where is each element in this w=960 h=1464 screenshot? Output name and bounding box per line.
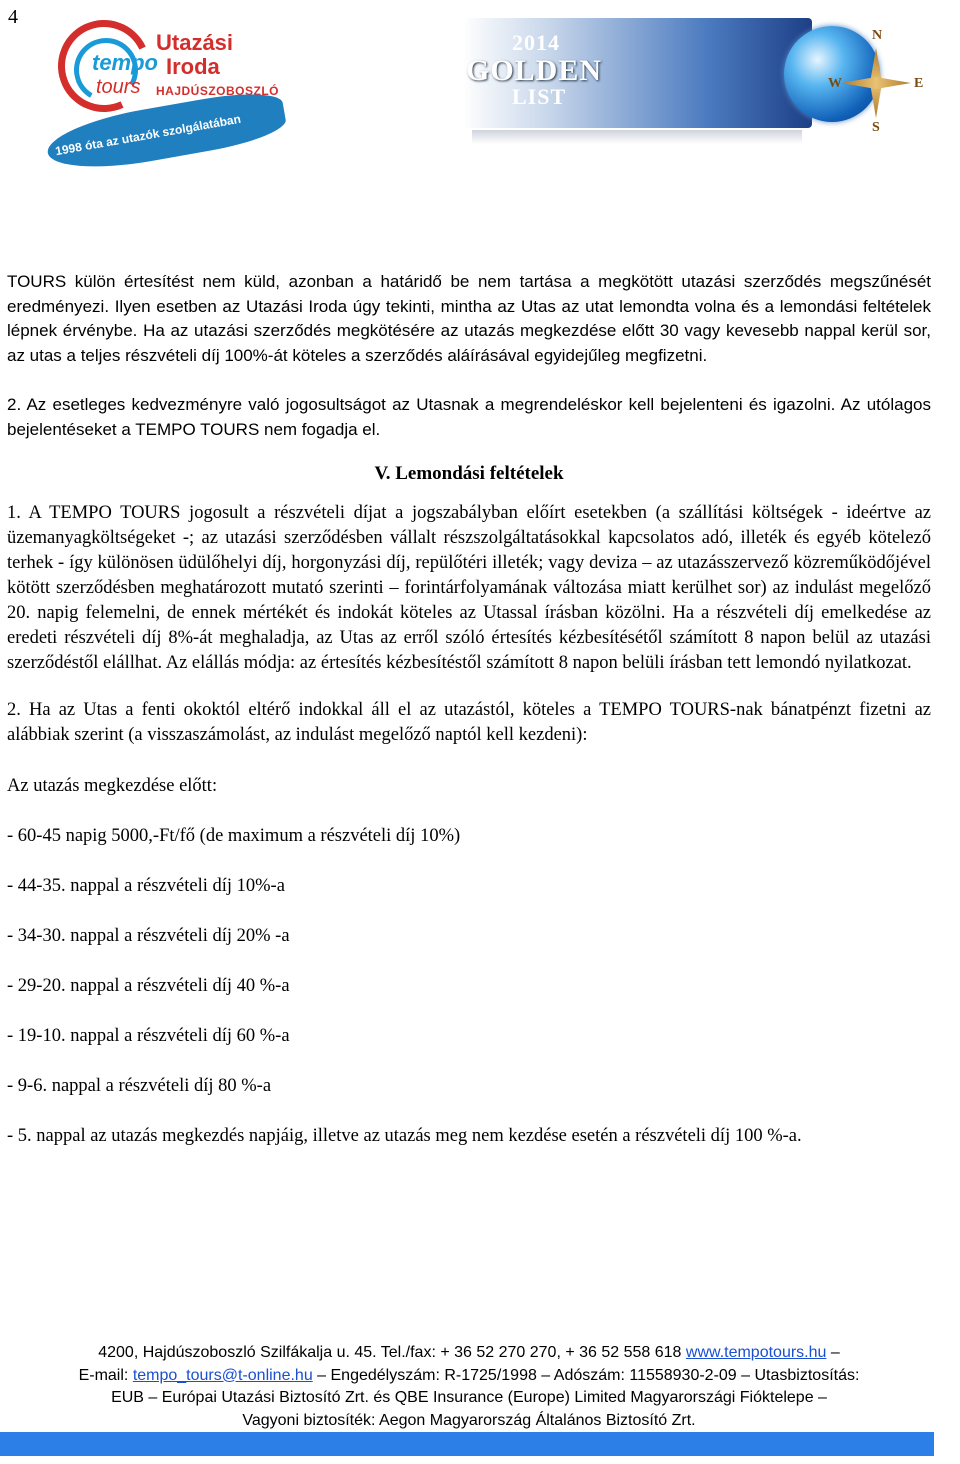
paragraph-discount: 2. Az esetleges kedvezményre való jogosultságot az Utasnak a megrendeléskor kell bejelenteni és igazolni. Az utólagos bejelentéseket a TEMPO TOURS nem fogadja el.	[7, 395, 931, 439]
golden-list-reflection	[472, 130, 802, 144]
footer-address: 4200, Hajdúszoboszló Szilfákalja u. 45. Tel./fax: + 36 52 270 270, + 36 52 558 618	[98, 1344, 686, 1361]
logo-name-line2: Iroda	[166, 54, 220, 79]
page-footer	[7, 1342, 931, 1432]
compass-n: N	[872, 28, 883, 43]
list-item: - 19-10. nappal a részvételi díj 60 %-a	[7, 1025, 290, 1046]
golden-list-subtitle: LIST	[512, 84, 567, 109]
paragraph-price-change: 1. A TEMPO TOURS jogosult a részvételi díjat a jogszabályban előírt esetekben (a szállítási költségek - ideértve az üzemanyagköltségeket -; az utazási szerződésben vállalt részszolgáltatásokkal kapcsolatos adó, illeték és egyéb kötelező terhek - így különösen üdülőhelyi díj, horgonyzási díj, repülőtéri illeték; vagy deviza – az utazásszervező közreműködőjével kötött szerződésben meghatározott mutató szerinti – forintárfolyamának változása miatt kerülhet sor) az indulást megelőző 20. napig felemelni, de ennek mértékét és indokát köteles az Utassal írásban közölni. Ha a részvételi díj emelkedése az eredeti részvételi díj 8%-át meghaladja, az Utas az erről szóló értesítés kézbesítésétől számított 8 napon belül az utazási szerződéstől elállhat. Az elállás módja: az értesítés kézbesítéstől számított 8 napon belüli írásban tett lemondó nyilatkozat.	[7, 502, 931, 673]
compass-e: E	[914, 76, 924, 91]
footer-insurance-line: EUB – Európai Utazási Biztosító Zrt. és QBE Insurance (Europe) Limited Magyarországi Fióktelepe –	[111, 1389, 827, 1406]
footer-guarantee-line: Vagyoni biztosíték: Aegon Magyarország Általános Biztosító Zrt.	[242, 1411, 696, 1429]
list-intro: Az utazás megkezdése előtt:	[7, 775, 218, 796]
document-body	[7, 270, 931, 1149]
tempo-tours-logo	[36, 10, 286, 190]
list-item: - 29-20. nappal a részvételi díj 40 %-a	[7, 975, 290, 996]
golden-list-badge	[462, 18, 942, 188]
footer-email-line	[7, 1365, 931, 1388]
logo-name-line1: Utazási	[156, 30, 234, 55]
footer-license: – Engedélyszám: R-1725/1998 – Adószám: 11558930-2-09 – Utasbiztosítás:	[312, 1366, 860, 1384]
footer-email-label: E-mail:	[78, 1366, 133, 1384]
compass-rose-icon	[822, 28, 932, 138]
compass-s: S	[872, 120, 880, 135]
website-link[interactable]: www.tempotours.hu	[685, 1344, 827, 1361]
compass-w: W	[828, 76, 842, 91]
paragraph-cancellation: 2. Ha az Utas a fenti okoktól eltérő indokkal áll el az utazástól, köteles a TEMPO TOURS-nak bánatpénzt fizetni az alábbiak szerint (a visszaszámolást, az indulást megelőző naptól kell kezdeni):	[7, 699, 931, 745]
footer-color-bar	[0, 1432, 934, 1456]
list-item: - 34-30. nappal a részvételi díj 20% -a	[7, 925, 290, 946]
section-title: V. Lemondási feltételek	[374, 462, 564, 484]
logo-slogan: 1998 óta az utazók szolgálatában	[54, 111, 242, 159]
golden-list-title: GOLDEN	[466, 54, 603, 87]
email-link[interactable]: tempo_tours@t-online.hu	[132, 1366, 313, 1384]
list-item: - 60-45 napig 5000,-Ft/fő (de maximum a részvételi díj 10%)	[7, 825, 461, 846]
list-item: - 9-6. nappal a részvételi díj 80 %-a	[7, 1075, 272, 1096]
page-number: 4	[8, 6, 18, 28]
footer-dash: –	[826, 1344, 840, 1361]
paragraph-intro: TOURS külön értesítést nem küld, azonban a határidő be nem tartása a megkötött utazási szerződés megszűnését eredményezi. Ilyen esetben az Utazási Iroda úgy tekinti, mintha az Utas az utat lemondta volna és a lemondási feltételek lépnek érvénybe. Ha az utazási szerződés megkötésére az utazás megkezdése előtt 30 vagy kevesebb nappal kerül sor, az utas a teljes részvételi díj 100%-át köteles a szerződés aláírásával egyidejűleg megfizetni.	[7, 272, 931, 365]
golden-list-year: 2014	[512, 30, 560, 55]
list-item: - 44-35. nappal a részvételi díj 10%-a	[7, 875, 285, 896]
logo-city: HAJDÚSZOBOSZLÓ	[156, 84, 280, 98]
footer-address-line	[7, 1342, 931, 1365]
compass-needle-horizontal	[841, 77, 911, 89]
logo-tours-text: tours	[96, 76, 141, 98]
logo-tempo-text: tempo	[92, 50, 158, 75]
list-item: - 5. nappal az utazás megkezdés napjáig, illetve az utazás meg nem kezdése esetén a részvételi díj 100 %-a.	[7, 1125, 802, 1146]
